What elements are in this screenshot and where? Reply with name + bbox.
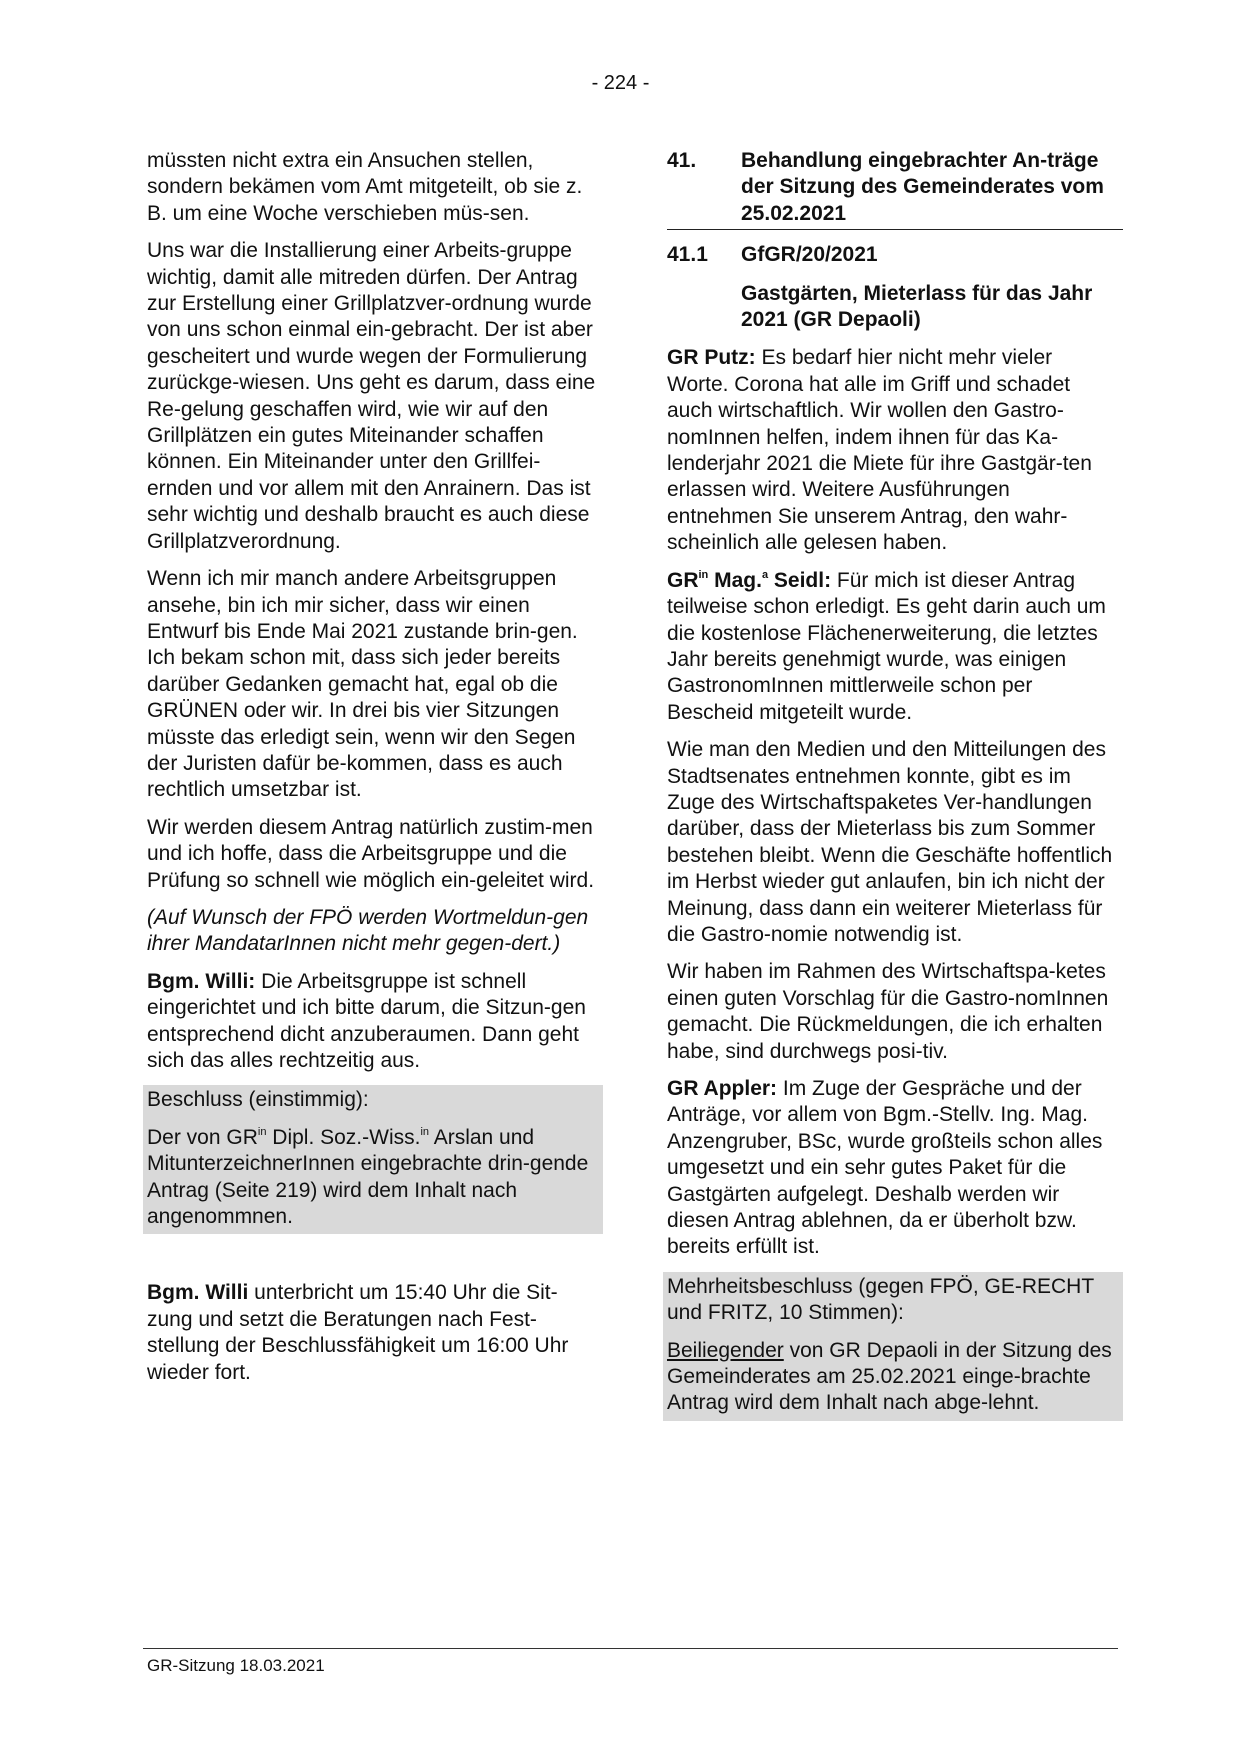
decision-text: [147, 1125, 599, 1231]
speech-paragraph: [667, 345, 1119, 556]
speech-paragraph: [147, 969, 599, 1075]
speaker-part: GR: [667, 568, 699, 592]
speaker-name: Bgm. Willi: [147, 1281, 249, 1305]
paragraph: müssten nicht extra ein Ansuchen stellen, sondern bekämen vom Amt mitgeteilt, ob sie z. B. um eine Woche verschieben müs-sen.: [147, 149, 583, 225]
speaker-name: GR Putz:: [667, 346, 756, 370]
speaker-part: Seidl:: [768, 568, 832, 592]
paragraph: Wir werden diesem Antrag natürlich zustim-men und ich hoffe, dass die Arbeitsgruppe und die Prüfung so schnell wie möglich ein-geleitet wird.: [147, 815, 595, 892]
decision-label: Beschluss (einstimmig):: [147, 1088, 369, 1112]
footer-divider: [143, 1648, 1118, 1649]
section-heading-41: [667, 148, 1123, 230]
note-text: (Auf Wunsch der FPÖ werden Wortmeldun-gen ihrer MandatarInnen nicht mehr gegen-dert.): [147, 905, 589, 956]
footer-text: GR-Sitzung 18.03.2021: [147, 1656, 325, 1675]
decision-part: Arslan und MitunterzeichnerInnen eingebrachte drin-gende Antrag (Seite 219) wird dem Inhalt nach angenommnen.: [147, 1125, 589, 1229]
right-column: [667, 148, 1119, 1421]
speaker-name: [667, 569, 831, 592]
spacer: [147, 1234, 599, 1280]
speech-text: unterbricht um 15:40 Uhr die Sit-zung und setzt die Beratungen nach Fest-stellung der Beschlussfähigkeit um 16:00 Uhr wieder fort.: [147, 1281, 569, 1384]
superscript: in: [698, 568, 709, 581]
section-title: Behandlung eingebrachter An-träge der Sitzung des Gemeinderates vom 25.02.2021: [741, 149, 1104, 225]
speech-text: Für mich ist dieser Antrag teilweise schon erledigt. Es geht darin auch um die kostenlose Flächenerweiterung, die letztes Jahr bereits genehmigt wurde, was einigen GastronomInnen mittlerweile schon per Bescheid mitgeteilt wurde.: [667, 568, 1106, 724]
left-column: [147, 148, 599, 1397]
speaker-part: Mag.: [708, 568, 762, 592]
section-title: GfGR/20/2021: [741, 243, 878, 267]
paragraph: Wie man den Medien und den Mitteilungen des Stadtsenates entnehmen konnte, gibt es im Zuge des Wirtschaftspaketes Ver-handlungen darüber, dass der Mieterlass bis zum Sommer bestehen bleibt. Wenn die Geschäfte hoffentlich im Herbst wieder gut anlaufen, bin ich nicht der Meinung, dass dann ein weiterer Mieterlass für die Gastro-nomie notwendig ist.: [667, 738, 1113, 946]
superscript: in: [257, 1125, 267, 1138]
paragraph: Wir haben im Rahmen des Wirtschaftspa-ketes einen guten Vorschlag für die Gastro-nomInnen gemacht. Die Rückmeldungen, die ich erhalten habe, sind durchwegs posi-tiv.: [667, 960, 1109, 1063]
decision-part: Der von GR: [147, 1125, 258, 1149]
speech-text: Es bedarf hier nicht mehr vieler Worte. Corona hat alle im Griff und schadet auch wirtschaftlich. Wir wollen den Gastro-nomInnen helfen, indem ihnen für das Ka-lenderjahr 2021 die Miete für ihre Gastgär-ten erlassen wird. Weitere Ausführungen entnehmen Sie unserem Antrag, den wahr-scheinlich alle gelesen haben.: [667, 346, 1092, 555]
decision-underlined: Beiliegender: [667, 1338, 784, 1362]
paragraph: Wenn ich mir manch andere Arbeitsgruppen ansehe, bin ich mir sicher, dass wir einen Entwurf bis Ende Mai 2021 zustande brin-gen. Ich bekam schon mit, dass sich jeder bereits darüber Gedanken gemacht hat, egal ob die GRÜNEN oder wir. In drei bis vier Sitzungen müsste das erledigt sein, wenn wir den Segen der Juristen dafür be-kommen, dass es auch rechtlich umsetzbar ist.: [147, 567, 578, 802]
section-subtitle: Gastgärten, Mieterlass für das Jahr 2021 (GR Depaoli): [741, 281, 1093, 332]
page-number: - 224 -: [591, 72, 650, 94]
paragraph: Uns war die Installierung einer Arbeits-gruppe wichtig, damit alle mitreden dürfen. Der Antrag zur Erstellung einer Grillplatzver-ordnung wurde von uns schon einmal ein-gebracht. Der ist aber gescheitert und wurde wegen der Formulierung zurückge-wiesen. Uns geht es darum, dass eine Re-gelung geschaffen wird, wie wir auf den Grillplätzen ein gutes Miteinander schaffen können. Ein Miteinander unter den Grillfei-ernden und vor allem mit den Anrainern. Das ist sehr wichtig und deshalb braucht es auch diese Grillplatzverordnung.: [147, 239, 596, 553]
superscript: in: [420, 1125, 430, 1138]
speech-paragraph: [667, 568, 1119, 726]
decision-text: [667, 1338, 1119, 1417]
decision-part: von GR Depaoli in der Sitzung des Gemeinderates am 25.02.2021 einge-brachte Antrag wird dem Inhalt nach abge-lehnt.: [667, 1338, 1112, 1415]
speaker-name: GR Appler:: [667, 1077, 778, 1100]
speech-text: Die Arbeitsgruppe ist schnell eingerichtet und ich bitte darum, die Sitzun-gen entsprechend dicht anzuberaumen. Dann geht sich das alles rechtzeitig aus.: [147, 969, 586, 1072]
section-number: 41.1: [667, 243, 708, 267]
decision-box: [143, 1085, 603, 1234]
section-number: 41.: [667, 149, 697, 172]
speech-paragraph: [667, 1076, 1119, 1261]
decision-label: Mehrheitsbeschluss (gegen FPÖ, GE-RECHT und FRITZ, 10 Stimmen):: [667, 1274, 1094, 1325]
speaker-name: Bgm. Willi:: [147, 969, 256, 993]
section-heading-41-1: [667, 242, 1119, 268]
superscript: a: [761, 568, 769, 581]
decision-part: Dipl. Soz.-Wiss.: [266, 1125, 421, 1149]
decision-box: [663, 1272, 1123, 1421]
speech-paragraph: [147, 1280, 599, 1386]
note-italic: [147, 905, 599, 958]
speech-text: Im Zuge der Gespräche und der Anträge, vor allem von Bgm.-Stellv. Ing. Mag. Anzengruber, BSc, wurde großteils schon alles umgesetzt und ein sehr gutes Paket für die Gastgärten aufgelegt. Deshalb werden wir diesen Antrag ablehnen, da er überholt bzw. bereits erfüllt ist.: [667, 1077, 1103, 1259]
